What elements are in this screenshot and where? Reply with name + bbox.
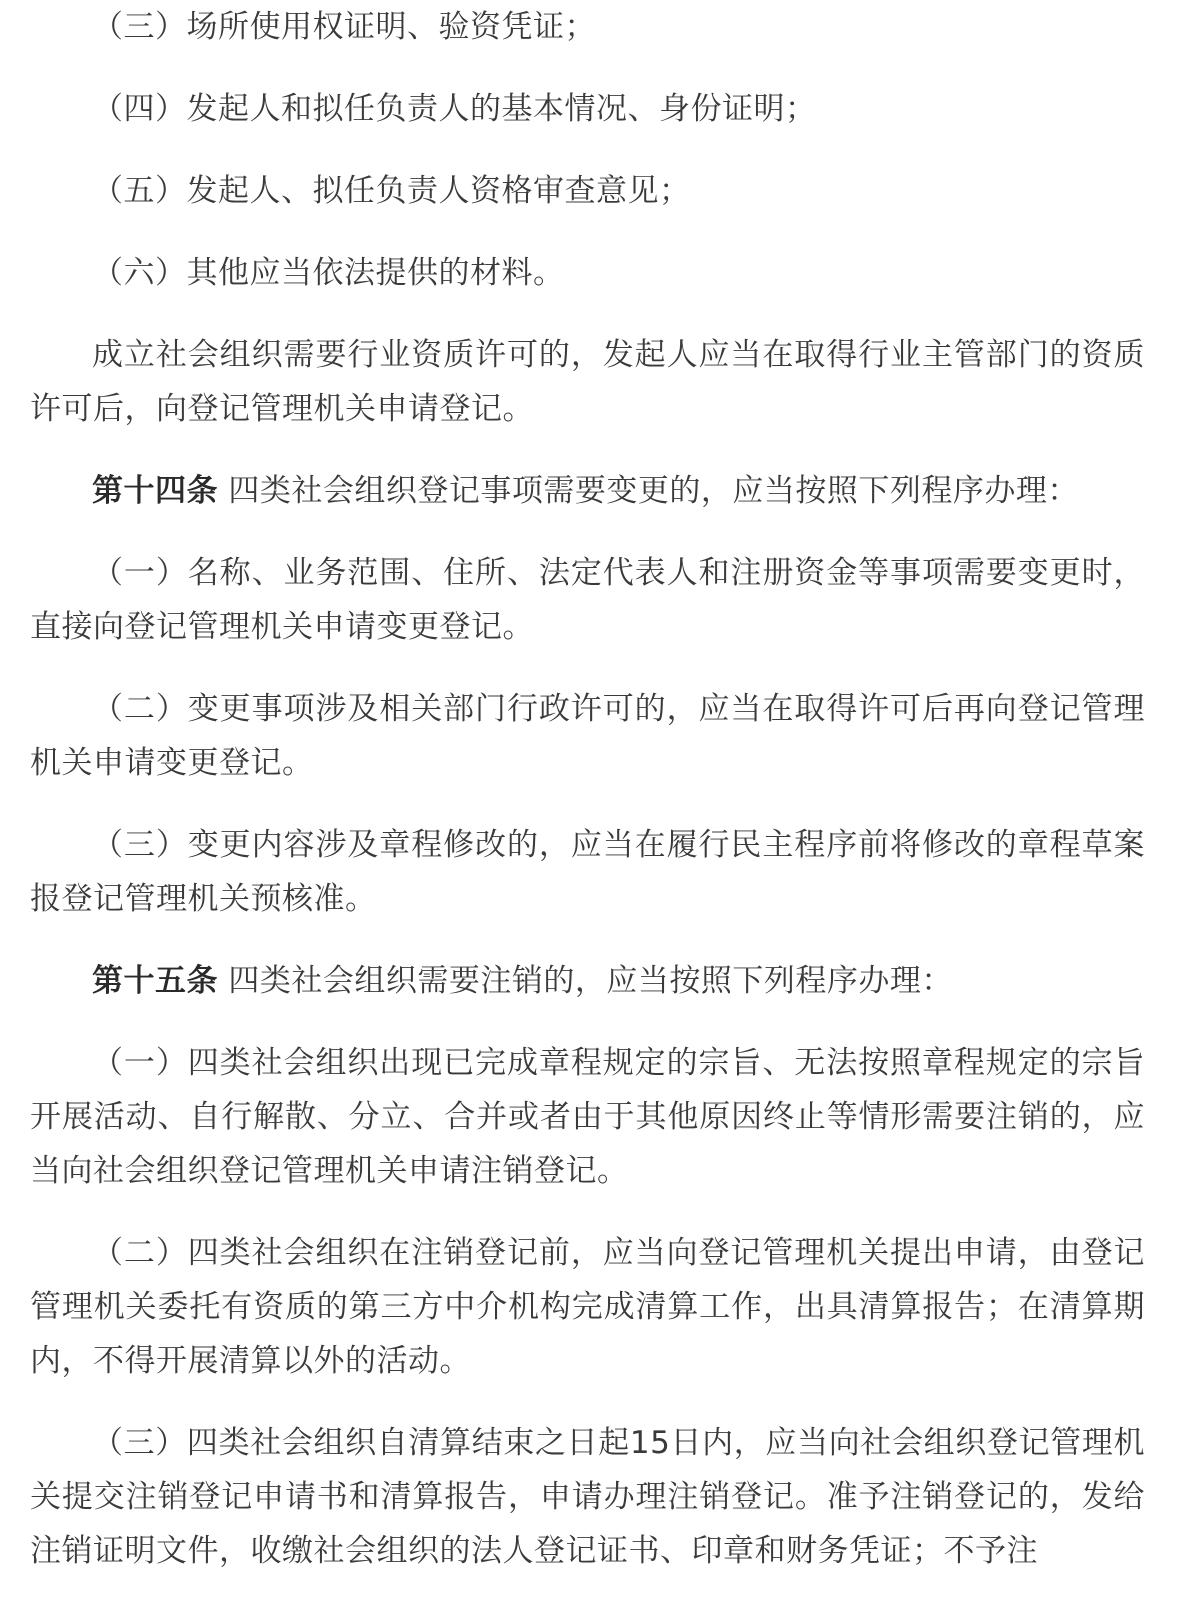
paragraph-item-3: （三）场所使用权证明、验资凭证； bbox=[92, 9, 596, 45]
paragraph-item-4: （四）发起人和拟任负责人的基本情况、身份证明； bbox=[92, 91, 817, 127]
paragraph-item-5: （五）发起人、拟任负责人资格审查意见； bbox=[92, 173, 691, 209]
paragraph-item-6: （六）其他应当依法提供的材料。 bbox=[92, 255, 565, 291]
article-15-heading: 第十五条 bbox=[92, 963, 218, 999]
article-14-heading: 第十四条 bbox=[92, 473, 218, 509]
article-14 bbox=[30, 464, 1145, 518]
document-body bbox=[30, 0, 1145, 1578]
article-15-item-1: （一）四类社会组织出现已完成章程规定的宗旨、无法按照章程规定的宗旨开展活动、自行解散、分立、合并或者由于其他原因终止等情形需要注销的，应当向社会组织登记管理机关申请注销登记。 bbox=[30, 1045, 1145, 1189]
article-15 bbox=[30, 954, 1145, 1008]
article-15-item-3: （三）四类社会组织自清算结束之日起15日内，应当向社会组织登记管理机关提交注销登记申请书和清算报告，申请办理注销登记。准予注销登记的，发给注销证明文件，收缴社会组织的法人登记证书、印章和财务凭证；不予注 bbox=[30, 1425, 1145, 1569]
article-14-item-2: （二）变更事项涉及相关部门行政许可的，应当在取得许可后再向登记管理机关申请变更登记。 bbox=[30, 691, 1145, 781]
article-14-text: 四类社会组织登记事项需要变更的，应当按照下列程序办理： bbox=[228, 473, 1079, 509]
article-15-text: 四类社会组织需要注销的，应当按照下列程序办理： bbox=[228, 963, 953, 999]
article-15-item-2: （二）四类社会组织在注销登记前，应当向登记管理机关提出申请，由登记管理机关委托有资质的第三方中介机构完成清算工作，出具清算报告；在清算期内，不得开展清算以外的活动。 bbox=[30, 1235, 1145, 1379]
paragraph-industry-license: 成立社会组织需要行业资质许可的，发起人应当在取得行业主管部门的资质许可后，向登记管理机关申请登记。 bbox=[30, 337, 1145, 427]
article-14-item-3: （三）变更内容涉及章程修改的，应当在履行民主程序前将修改的章程草案报登记管理机关预核准。 bbox=[30, 827, 1145, 917]
article-14-item-1: （一）名称、业务范围、住所、法定代表人和注册资金等事项需要变更时，直接向登记管理机关申请变更登记。 bbox=[30, 555, 1145, 645]
